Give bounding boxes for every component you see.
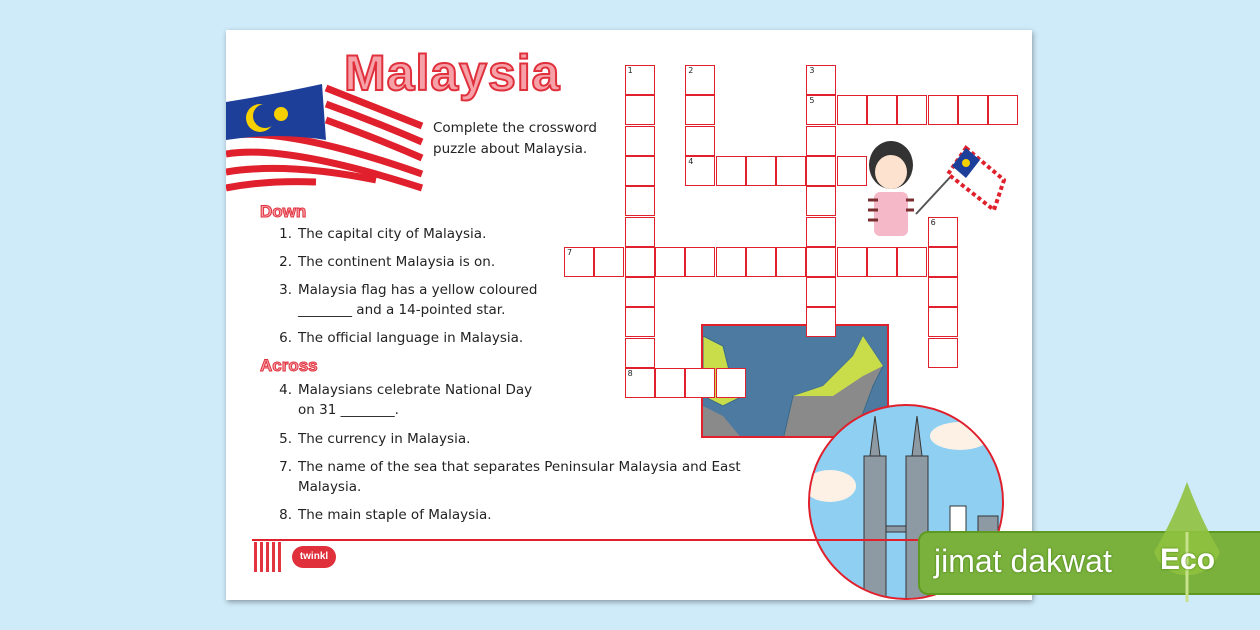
crossword-cell[interactable]: [716, 156, 746, 186]
twinkl-logo: twinkl: [292, 546, 336, 568]
clue-number: 2.: [279, 254, 292, 270]
crossword-cell[interactable]: [685, 65, 715, 95]
crossword-cell[interactable]: [625, 126, 655, 156]
clue-number: 8.: [279, 507, 292, 523]
crossword-cell[interactable]: [867, 95, 897, 125]
down-heading: Down: [260, 202, 307, 221]
crossword-cell[interactable]: [806, 247, 836, 277]
clue-number-label: 8: [627, 369, 633, 378]
crossword-cell[interactable]: [928, 338, 958, 368]
clue-text: The capital city of Malaysia.: [298, 226, 487, 242]
crossword-cell[interactable]: [685, 95, 715, 125]
crossword-cell[interactable]: [625, 338, 655, 368]
clue-number-label: 5: [809, 96, 815, 106]
clue-across-5: [270, 429, 750, 449]
clue-number-label: 4: [688, 156, 694, 166]
worksheet: [226, 30, 1032, 600]
instructions: Complete the crossword puzzle about Malaysia.: [433, 120, 597, 157]
crossword-cell[interactable]: [625, 277, 655, 307]
across-heading: Across: [260, 356, 318, 375]
girl-with-flag-image: [856, 130, 1006, 252]
clue-text: Malaysia flag has a yellow coloured ________ and a 14-pointed star.: [298, 282, 538, 318]
crossword-cell[interactable]: [958, 95, 988, 125]
clue-number: 4.: [279, 382, 292, 398]
clue-down-1: [270, 224, 750, 244]
clue-number-label: 1: [627, 66, 633, 75]
eco-label: Eco: [1160, 543, 1216, 576]
crossword-cell[interactable]: [928, 307, 958, 337]
clue-number-label: 3: [809, 66, 815, 75]
crossword-cell[interactable]: [897, 95, 927, 125]
crossword-cell[interactable]: [625, 247, 655, 277]
clue-number-label: 7: [567, 247, 573, 257]
crossword-cell[interactable]: [837, 95, 867, 125]
crossword-cell[interactable]: [685, 126, 715, 156]
crossword-cell[interactable]: [625, 95, 655, 125]
clue-text: The official language in Malaysia.: [298, 330, 524, 346]
crossword-cell[interactable]: [625, 217, 655, 247]
crossword-cell[interactable]: [746, 156, 776, 186]
clue-across-8: [270, 505, 750, 525]
crossword-cell[interactable]: [988, 95, 1018, 125]
crossword-cell[interactable]: [806, 186, 836, 216]
crossword-cell[interactable]: [716, 247, 746, 277]
crossword-cell[interactable]: [655, 247, 685, 277]
crossword-cell[interactable]: [685, 156, 715, 186]
clue-text: The continent Malaysia is on.: [298, 254, 496, 270]
clue-text: The main staple of Malaysia.: [298, 507, 492, 523]
leaf-drop-icon: [1150, 482, 1224, 602]
clue-number: 1.: [279, 226, 292, 242]
crossword-cell[interactable]: [685, 368, 715, 398]
crossword-cell[interactable]: [806, 217, 836, 247]
crossword-cell[interactable]: [928, 277, 958, 307]
clue-down-6: [270, 328, 750, 348]
clue-text: The name of the sea that separates Peninsular Malaysia and East Malaysia.: [298, 459, 741, 495]
footer-divider: [252, 539, 1006, 541]
crossword-cell[interactable]: [746, 247, 776, 277]
crossword-cell[interactable]: [625, 307, 655, 337]
crossword-cell[interactable]: [806, 156, 836, 186]
banner-text: jimat dakwat: [934, 543, 1112, 579]
crossword-cell[interactable]: [806, 277, 836, 307]
crossword-cell[interactable]: [806, 65, 836, 95]
clue-number: 3.: [279, 282, 292, 298]
crossword-cell[interactable]: [806, 126, 836, 156]
clue-down-3: [270, 280, 750, 320]
clue-text: Malaysians celebrate National Day on 31 ________.: [298, 382, 533, 418]
clue-number: 6.: [279, 330, 292, 346]
crossword-cell[interactable]: [716, 368, 746, 398]
crossword-cell[interactable]: [806, 307, 836, 337]
crossword-cell[interactable]: [625, 65, 655, 95]
clue-text: The currency in Malaysia.: [298, 431, 471, 447]
crossword-cell[interactable]: [685, 247, 715, 277]
clue-number-label: 6: [930, 217, 936, 227]
crossword-cell[interactable]: [625, 186, 655, 216]
crossword-cell[interactable]: [564, 247, 594, 277]
clue-number-label: 2: [688, 66, 694, 75]
crossword-cell[interactable]: [776, 156, 806, 186]
crossword-cell[interactable]: [776, 247, 806, 277]
crossword-cell[interactable]: [625, 368, 655, 398]
crossword-cell[interactable]: [655, 368, 685, 398]
crossword-cell[interactable]: [625, 156, 655, 186]
crossword-cell[interactable]: [594, 247, 624, 277]
clue-number: 5.: [279, 431, 292, 447]
crossword-cell[interactable]: [806, 95, 836, 125]
clue-across-7: [270, 457, 750, 497]
page-title: Malaysia: [344, 45, 561, 101]
qr-code-icon: [254, 542, 284, 572]
clue-number: 7.: [279, 459, 292, 475]
crossword-cell[interactable]: [928, 95, 958, 125]
